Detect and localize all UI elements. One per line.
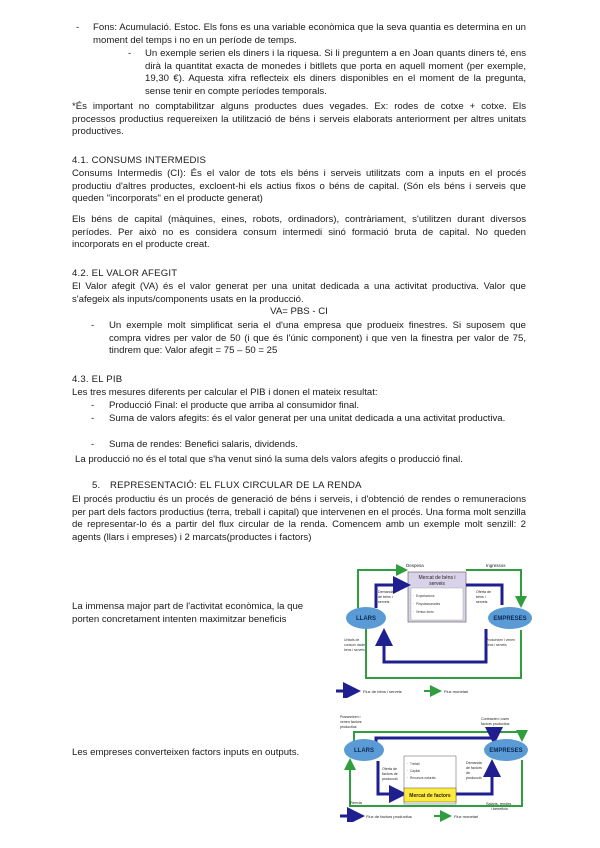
label-demanda-1: Demanda: [378, 590, 394, 594]
legend-real-label: Flux de béns i serveis: [363, 689, 402, 694]
llars-label: LLARS: [354, 748, 374, 754]
label-oferta-1: Oferta de: [476, 590, 491, 594]
goods-market-bullet: ·: [413, 602, 415, 606]
empreses-label: EMPRESES: [493, 616, 527, 622]
bullet-dash: -: [91, 400, 95, 411]
flow-ingressos-arrow: [466, 570, 521, 606]
label-oferta-1: Oferta de: [382, 767, 397, 771]
empreses-note-1: Produeixen i venen: [486, 638, 516, 642]
section-5-p1: El procés productiu és un procés de generació de béns i serveis, i d'obtenció de rendes o remuneracions per part dels factors productius (terra, treball i capital) que intervenen en el procés. Una forma molt senzilla de representar-lo és a partir del flux circular de la renda. Comencem amb un exemple molt senzill: 2 agents (llars i empreses) i 2 marcats(productes i factors): [72, 494, 526, 543]
label-oferta-2: factors de: [382, 772, 398, 776]
section-5-heading: REPRESENTACIÓ: EL FLUX CIRCULAR DE LA RENDA: [110, 480, 362, 491]
legend-real-label: Flux de factors productius: [366, 814, 412, 819]
pib-item-text: Suma de rendes: Benefici salaris, dividends.: [109, 439, 298, 450]
pib-item-text: Producció Final: el producte que arriba al consumidor final.: [109, 400, 360, 411]
empreses-note-2: béns i serveis: [486, 643, 507, 647]
factor-market-bullet: ·: [407, 776, 409, 780]
factor-market-bullet: ·: [407, 762, 409, 766]
flow-top-navy: [376, 738, 494, 742]
section-4-3-note: La producció no és el total que s'ha venut sinó la suma dels valors afegits o producció final.: [75, 454, 463, 465]
goods-market-title-2: serveis: [429, 581, 445, 587]
goods-market-item: Pinyolassonades: [416, 602, 441, 606]
section-4-1-heading: 4.1. CONSUMS INTERMEDIS: [72, 155, 207, 166]
goods-market-bullet: ·: [413, 594, 415, 598]
pib-item: [91, 413, 526, 426]
top-left-note-2: venen factors: [340, 720, 362, 724]
label-demanda-2: de factors: [466, 766, 482, 770]
label-oferta-2: béns i: [476, 595, 486, 599]
bullet-dash: -: [91, 320, 95, 331]
section-4-1-p2: Els béns de capital (màquines, eines, robots, ordinadors), contràriament, s'utilitzen durant diversos períodes. Per això no es considera consum intermedi sinó formació bruta de capital. No queden incorporats en el producte creat.: [72, 214, 526, 251]
factor-market-item: Recursos naturals: [410, 776, 436, 780]
label-demanda-3: de: [466, 771, 470, 775]
section-4-2-bullet-text: Un exemple molt simplificat seria el d'una empresa que produeix finestres. Si suposem que compra vidres per valor de 50 (i que és l'únic component) i que ven la finestra per valor de 75, tindrem que: Valor afegit = 75 – 50 = 25: [109, 320, 526, 357]
top-left-note-1: Posseeixen i: [340, 715, 361, 719]
pib-item-text: Suma de valors afegits: és el valor generat per una unitat dedicada a una activitat productiva.: [109, 413, 506, 424]
factor-market-bullet: ·: [407, 769, 409, 773]
flow-bottom-navy: [384, 629, 486, 662]
bullet-dash: -: [128, 48, 132, 59]
fons-sub-text: Un exemple serien els diners i la riquesa. Si li preguntem a en Joan quants diners té, ens dirà la quantitat exacta de monedes i bitllets que porta en aquell moment (per exemple, 19,30 €). Aquesta xifra reflecteix els diners disponibles en el moment de la pregunta, sense tenir en compte períodes temporals.: [145, 48, 526, 97]
side-note-activity: La immensa major part de l'activitat econòmica, la que porten concretament intenten maximitzar beneficis: [72, 601, 304, 625]
top-right-note-2: factors productius: [481, 722, 510, 726]
factor-market-item: Capital: [410, 769, 420, 773]
fons-bullet-text: Fons: Acumulació. Estoc. Els fons es una variable econòmica que la seva quantia es determina en un moment del temps i no en un període de temps.: [93, 22, 526, 46]
factor-market-item: Treball: [410, 762, 420, 766]
label-ingressos: Ingressos: [486, 563, 506, 568]
goods-market-bullet: ·: [413, 610, 415, 614]
label-salaris-1: Salaris, rendes: [486, 802, 512, 806]
pib-item: [91, 400, 526, 413]
important-note: *És important no comptabilitzar alguns productes dues vegades. Ex: rodes de cotxe + cotxe. Els processos productius requereixen la utilització de béns i serveis elaborats anteriorment per altres unitats productives.: [72, 101, 526, 138]
section-4-3-heading: 4.3. EL PIB: [72, 374, 123, 385]
llars-label: LLARS: [356, 616, 376, 622]
section-4-1-p1: Consums Intermedis (CI): És el valor de tots els béns i serveis utilitzats com a inputs en el procés productiu d'altres productes, excloent-hi els actius fixos o béns de capital. (Són els béns i serveis que queden "incorporats" en el producte generat): [72, 168, 526, 205]
section-4-2-bullet: [91, 320, 526, 358]
bullet-dash: -: [76, 22, 80, 33]
label-demanda-4: producció: [466, 776, 482, 780]
label-salaris-2: i beneficis: [491, 807, 508, 811]
circular-flow-factors-diagram: [336, 712, 536, 822]
fons-bullet: [76, 22, 526, 47]
llars-note-1: Unitats de: [344, 638, 360, 642]
flow-bottom-green: [366, 629, 521, 678]
va-formula: VA= PBS - CI: [270, 306, 328, 317]
factor-market-title: Mercat de factors: [409, 793, 451, 799]
top-left-note-3: productius: [340, 725, 357, 729]
legend-money-label: Flux monetari: [454, 814, 479, 819]
label-demanda-1: Demanda: [466, 761, 482, 765]
llars-note-3: béns i serveis: [344, 648, 365, 652]
circular-flow-goods-diagram: [336, 558, 536, 698]
top-right-note-1: Contracten i usen: [481, 717, 510, 721]
fons-sub-bullet: [128, 48, 526, 98]
label-demanda-3: serveis: [378, 600, 390, 604]
llars-note-2: consum dades: [344, 643, 367, 647]
bullet-dash: -: [91, 413, 95, 424]
side-note-firms: Les empreses converteixen factors inputs en outputs.: [72, 747, 300, 758]
label-renda: Renda: [350, 800, 362, 805]
goods-market-title-1: Mercat de béns i: [418, 575, 456, 581]
goods-market-item: Exportacions: [416, 594, 435, 598]
label-oferta-3: serveis: [476, 600, 488, 604]
section-5-number: 5.: [92, 480, 101, 491]
bullet-dash: -: [91, 439, 95, 450]
label-oferta-3: producció: [382, 777, 398, 781]
goods-market-item: Ventos fores: [416, 610, 434, 614]
empreses-label: EMPRESES: [489, 748, 523, 754]
label-despesa: Despesa: [406, 563, 424, 568]
pib-item: [91, 439, 526, 452]
section-4-2-p1: El Valor afegit (VA) és el valor generat per una unitat dedicada a una activitat productiva. Valor que s'afegeix als inputs/components usats en la producció.: [72, 281, 526, 305]
legend-money-label: Flux monetari: [444, 689, 469, 694]
section-4-2-heading: 4.2. EL VALOR AFEGIT: [72, 268, 178, 279]
label-demanda-2: de béns i: [378, 595, 393, 599]
section-4-3-intro: Les tres mesures diferents per calcular el PIB i donen el mateix resultat:: [72, 387, 378, 398]
